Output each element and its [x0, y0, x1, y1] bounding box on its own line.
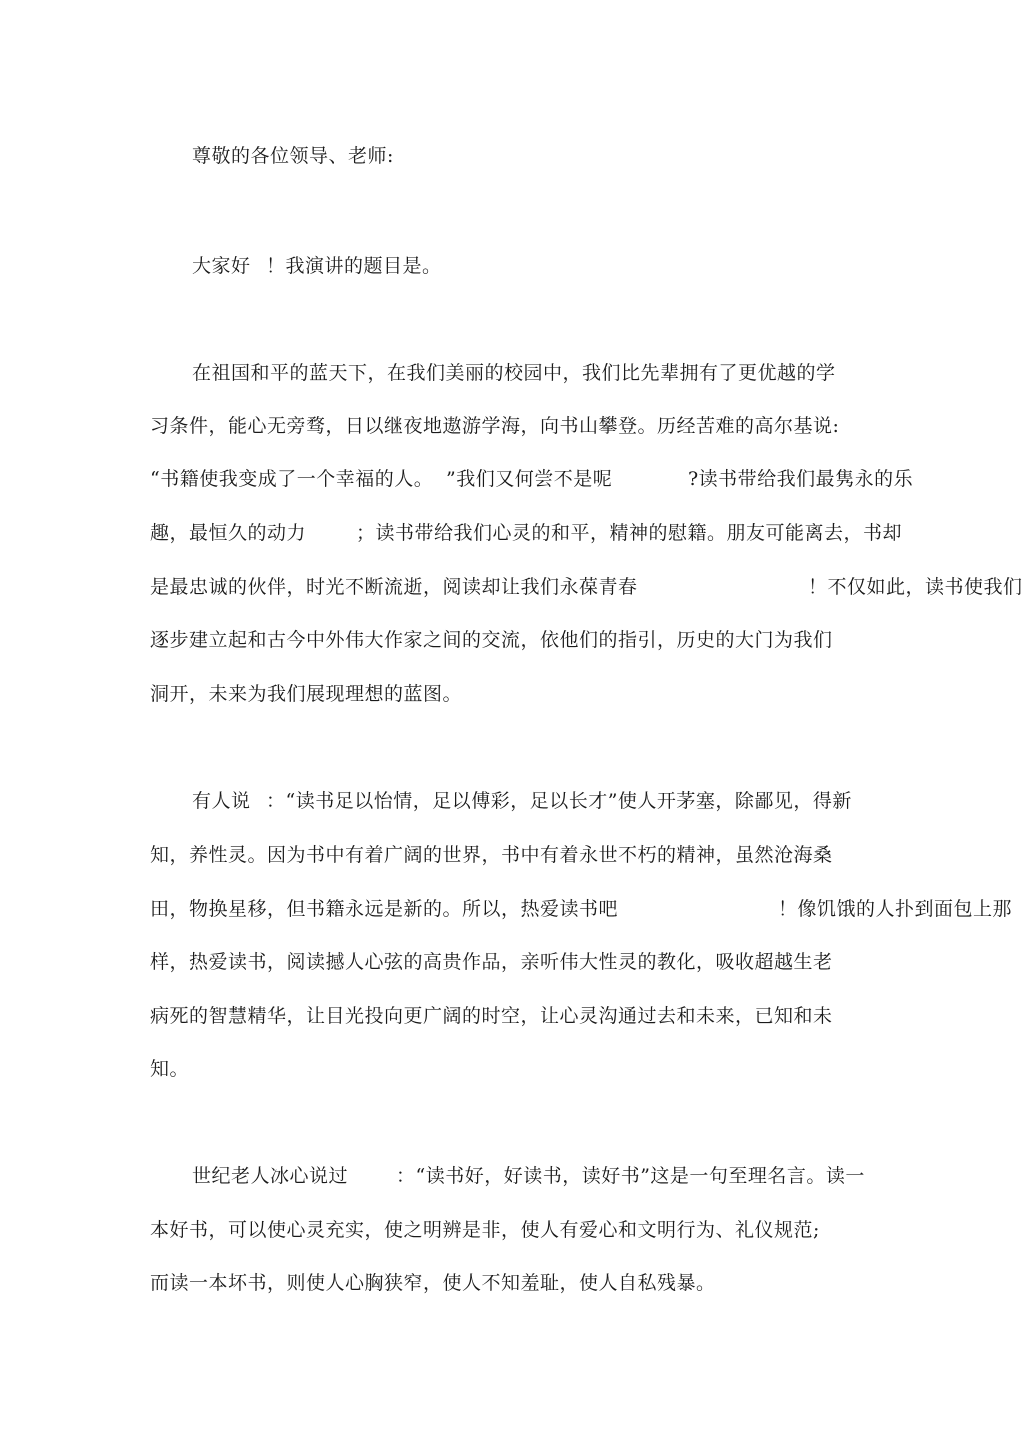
paragraph-line: 本好书，可以使心灵充实，使之明辨是非，使人有爱心和文明行为、礼仪规范; [150, 1219, 820, 1241]
paragraph-line: 习条件，能心无旁骛，日以继夜地遨游学海，向书山攀登。历经苦难的高尔基说: [150, 415, 840, 437]
paragraph-line: 在祖国和平的蓝天下，在我们美丽的校园中，我们比先辈拥有了更优越的学 [192, 362, 836, 384]
paragraph-line-segment: ：“读书好，好读书，读好书”这是一句至理名言。读一 [396, 1165, 865, 1187]
paragraph-line: 样，热爱读书，阅读撼人心弦的高贵作品，亲听伟大性灵的教化，吸收超越生老 [150, 951, 833, 973]
paragraph-line-segment: ！不仅如此，读书使我们 [808, 576, 1023, 598]
paragraph-line-segment: “书籍使我变成了一个幸福的人。 [150, 468, 434, 490]
paragraph-line: 而读一本坏书，则使人心胸狭窄，使人不知羞耻，使人自私残暴。 [150, 1272, 716, 1294]
paragraph-line: 逐步建立起和古今中外伟大作家之间的交流，依他们的指引，历史的大门为我们 [150, 629, 833, 651]
paragraph-line: 病死的智慧精华，让目光投向更广阔的时空，让心灵沟通过去和未来，已知和未 [150, 1005, 833, 1027]
paragraph-line: 知，养性灵。因为书中有着广阔的世界，书中有着永世不朽的精神，虽然沧海桑 [150, 844, 833, 866]
greeting-part1: 大家好 [192, 255, 251, 277]
paragraph-line-segment: 有人说 [192, 790, 251, 812]
paragraph-line-segment: 趣，最恒久的动力 [150, 522, 307, 544]
paragraph-line-segment: 是最忠诚的伙伴，时光不断流逝，阅读却让我们永葆青春 [150, 576, 638, 598]
paragraph-line-segment: ；读书带给我们心灵的和平，精神的慰籍。朋友可能离去，书却 [356, 522, 903, 544]
paragraph-line-segment: 田，物换星移，但书籍永远是新的。所以，热爱读书吧 [150, 898, 619, 920]
paragraph-line-segment: 世纪老人冰心说过 [192, 1165, 349, 1187]
paragraph-line: 知。 [150, 1058, 190, 1080]
paragraph-line-segment: ！像饥饿的人扑到面包上那 [778, 898, 1013, 920]
paragraph-line-segment: ”我们又何尝不是呢 [446, 468, 613, 490]
greeting-part2: ！我演讲的题目是。 [266, 255, 442, 277]
salutation: 尊敬的各位领导、老师: [192, 145, 394, 167]
paragraph-line-segment: ?读书带给我们最隽永的乐 [688, 468, 914, 490]
paragraph-line-segment: ：“读书足以怡情，足以傅彩，足以长才”使人开茅塞，除鄙见，得新 [266, 790, 852, 812]
paragraph-line: 洞开，未来为我们展现理想的蓝图。 [150, 683, 463, 705]
